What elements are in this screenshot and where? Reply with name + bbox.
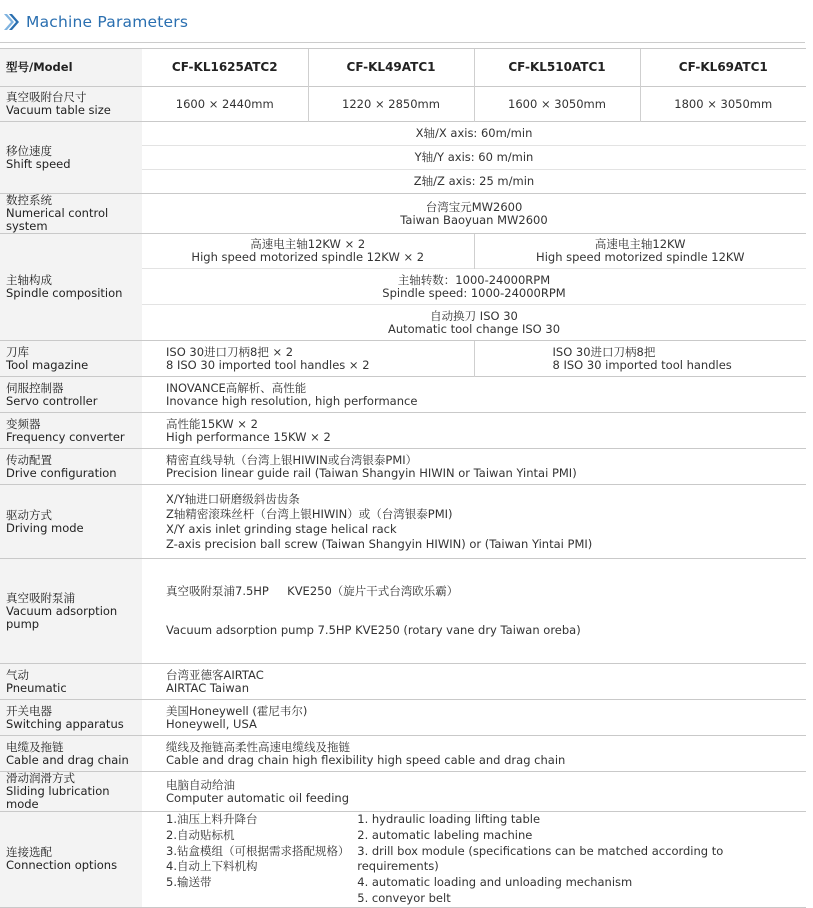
value-line: 真空吸附泵浦7.5HP KVE250（旋片干式台湾欧乐霸）	[166, 584, 459, 598]
row-label	[0, 736, 142, 772]
value-cell	[142, 559, 806, 664]
value-line: 台湾亚德客AIRTAC	[166, 667, 264, 682]
value-line: X/Y轴进口研磨级斜齿齿条	[166, 491, 300, 506]
row-label-en: Switching apparatus	[6, 716, 124, 731]
vacuum-pump-row	[0, 559, 806, 664]
list-item: 4.自动上下料机构	[166, 859, 258, 874]
row-label-cn: 移位速度	[6, 143, 52, 158]
row-label	[0, 812, 142, 908]
value-line: 高性能15KW × 2	[166, 416, 258, 431]
list-item: 3. drill box module (specifications can be matched according to requirements)	[357, 843, 724, 874]
model-cell: CF-KL1625ATC2	[142, 49, 308, 87]
value-line: 高速电主轴12KW	[594, 237, 686, 251]
row-label	[0, 700, 142, 736]
model-row	[0, 49, 806, 87]
value-line: High speed motorized spindle 12KW × 2	[191, 250, 425, 264]
value-cell	[142, 664, 806, 700]
row-label-en: Numerical control system	[6, 206, 109, 233]
value-cell	[142, 485, 806, 559]
value-line: 缆线及拖链高柔性高速电缆线及拖链	[166, 739, 350, 754]
row-label-en: Frequency converter	[6, 429, 125, 444]
numerical-control-row	[0, 194, 806, 234]
value-cell	[142, 305, 806, 341]
value-cell	[142, 269, 806, 305]
y-axis-speed: Y轴/Y axis: 60 m/min	[142, 146, 806, 170]
tool-magazine-row	[0, 341, 806, 377]
row-label	[0, 559, 142, 664]
value-cell	[142, 449, 806, 485]
servo-row	[0, 377, 806, 413]
row-label-en: Servo controller	[6, 393, 98, 408]
model-cell: CF-KL69ATC1	[640, 49, 806, 87]
value-line: AIRTAC Taiwan	[166, 680, 249, 695]
value-line: ISO 30进口刀柄8把 × 2	[166, 344, 294, 359]
row-label	[0, 413, 142, 449]
row-label-en: Driving mode	[6, 520, 84, 535]
options-list-en	[357, 812, 802, 907]
list-item: 4. automatic loading and unloading mechanism	[357, 875, 633, 890]
row-label-cn: 数控系统	[6, 193, 52, 207]
row-label-cn: 连接选配	[6, 845, 52, 860]
row-label-en: Pneumatic	[6, 680, 67, 695]
value-cell	[142, 772, 806, 812]
value-cell	[142, 341, 474, 377]
row-label-cn: 电缆及拖链	[6, 739, 64, 754]
row-label	[0, 234, 142, 341]
value-line: Precision linear guide rail (Taiwan Shangyin HIWIN or Taiwan Yintai PMI)	[166, 465, 577, 480]
row-label-en: Tool magazine	[6, 357, 89, 372]
frequency-row	[0, 413, 806, 449]
spindle-row	[0, 234, 806, 269]
row-label-cn: 主轴构成	[6, 273, 52, 287]
table-size-cell: 1600 × 3050mm	[474, 87, 640, 122]
row-label-cn: 真空吸附台尺寸	[6, 90, 87, 104]
value-cell	[142, 194, 806, 234]
value-line: 8 ISO 30 imported tool handles	[552, 357, 732, 372]
row-label	[0, 341, 142, 377]
row-label	[0, 664, 142, 700]
shift-speed-row	[0, 122, 806, 146]
z-axis-speed: Z轴/Z axis: 25 m/min	[142, 170, 806, 194]
value-line: INOVANCE高解析、高性能	[166, 380, 307, 395]
value-cell	[142, 377, 806, 413]
row-label	[0, 122, 142, 194]
value-line: 台湾宝元MW2600	[425, 199, 523, 214]
list-item: 5. conveyor belt	[357, 890, 451, 905]
value-line: X/Y axis inlet grinding stage helical rack	[166, 521, 397, 536]
row-label	[0, 449, 142, 485]
row-label-cn: 变频器	[6, 416, 41, 431]
model-label: 型号/Model	[0, 49, 142, 87]
options-lists	[146, 812, 802, 907]
row-label	[0, 377, 142, 413]
value-line: Vacuum adsorption pump 7.5HP KVE250 (rotary vane dry Taiwan oreba)	[166, 623, 581, 637]
row-label-en: Sliding lubrication mode	[6, 784, 110, 811]
value-line: High speed motorized spindle 12KW	[536, 250, 745, 264]
row-label-en: Spindle composition	[6, 286, 123, 300]
value-cell	[474, 234, 806, 269]
value-cell	[142, 812, 806, 908]
value-line: 自动换刀 ISO 30	[430, 308, 518, 323]
x-axis-speed: X轴/X axis: 60m/min	[142, 122, 806, 146]
vacuum-table-row	[0, 87, 806, 122]
model-cell: CF-KL49ATC1	[308, 49, 474, 87]
value-line: Honeywell, USA	[166, 716, 257, 731]
value-line: 精密直线导轨（台湾上银HIWIN或台湾银泰PMI）	[166, 452, 418, 467]
row-label-cn: 气动	[6, 667, 29, 682]
row-label-en: Connection options	[6, 858, 118, 873]
table-size-cell: 1600 × 2440mm	[142, 87, 308, 122]
value-line: Z轴精密滚珠丝杆（台湾上银HIWIN）或（台湾银泰PMI)	[166, 506, 453, 521]
list-item: 1.油压上料升降台	[166, 812, 258, 826]
parameters-table	[0, 48, 806, 908]
row-label-en: Drive configuration	[6, 465, 117, 480]
row-label-cn: 真空吸附泵浦	[6, 590, 75, 605]
value-line: High performance 15KW × 2	[166, 429, 331, 444]
value-line: 8 ISO 30 imported tool handles × 2	[166, 357, 370, 372]
value-line: 美国Honeywell (霍尼韦尔)	[166, 703, 308, 718]
lubrication-row	[0, 772, 806, 812]
row-label	[0, 772, 142, 812]
header-divider	[0, 42, 805, 43]
model-cell: CF-KL510ATC1	[474, 49, 640, 87]
value-line: ISO 30进口刀柄8把	[552, 344, 656, 359]
value-line: Spindle speed: 1000-24000RPM	[382, 285, 566, 300]
value-cell	[474, 341, 806, 377]
row-label-en: Vacuum table size	[6, 103, 111, 117]
options-list-cn	[166, 812, 357, 907]
row-label	[0, 194, 142, 234]
row-label-cn: 伺服控制器	[6, 380, 64, 395]
chevron-arrow-icon	[2, 12, 20, 32]
drive-config-row	[0, 449, 806, 485]
row-label-en: Shift speed	[6, 156, 71, 171]
driving-mode-row	[0, 485, 806, 559]
value-line: Automatic tool change ISO 30	[387, 321, 561, 336]
row-label-cn: 刀库	[6, 344, 29, 359]
row-label-cn: 滑动润滑方式	[6, 771, 75, 785]
value-line: Computer automatic oil feeding	[166, 790, 350, 805]
row-label-en: Vacuum adsorption pump	[6, 603, 118, 631]
pneumatic-row	[0, 664, 806, 700]
value-line: Cable and drag chain high flexibility high speed cable and drag chain	[166, 752, 566, 767]
row-label-cn: 传动配置	[6, 452, 52, 467]
row-label-en: Cable and drag chain	[6, 752, 129, 767]
value-line: Taiwan Baoyuan MW2600	[400, 212, 548, 227]
list-item: 2.自动贴标机	[166, 827, 235, 842]
list-item: 3.钻盒模组（可根据需求搭配规格）	[166, 843, 350, 858]
value-line: 主轴转数：1000-24000RPM	[397, 272, 551, 287]
value-line: Z-axis precision ball screw (Taiwan Shangyin HIWIN) or (Taiwan Yintai PMI)	[166, 536, 593, 551]
section-header	[0, 0, 813, 44]
row-label-cn: 驱动方式	[6, 507, 52, 522]
row-label-cn: 开关电器	[6, 703, 52, 718]
value-line: 电脑自动给油	[166, 777, 235, 792]
options-row	[0, 812, 806, 908]
list-item: 5.输送带	[166, 875, 212, 890]
value-cell	[142, 736, 806, 772]
value-cell	[142, 234, 474, 269]
row-label	[0, 87, 142, 122]
value-line: Inovance high resolution, high performance	[166, 393, 418, 408]
row-label	[0, 485, 142, 559]
value-cell	[142, 413, 806, 449]
list-item: 1. hydraulic loading lifting table	[357, 812, 541, 826]
value-line: 高速电主轴12KW × 2	[250, 237, 366, 251]
value-cell	[142, 700, 806, 736]
section-title: Machine Parameters	[26, 13, 189, 31]
table-size-cell: 1220 × 2850mm	[308, 87, 474, 122]
list-item: 2. automatic labeling machine	[357, 827, 533, 842]
switching-row	[0, 700, 806, 736]
cable-row	[0, 736, 806, 772]
table-size-cell: 1800 × 3050mm	[640, 87, 806, 122]
